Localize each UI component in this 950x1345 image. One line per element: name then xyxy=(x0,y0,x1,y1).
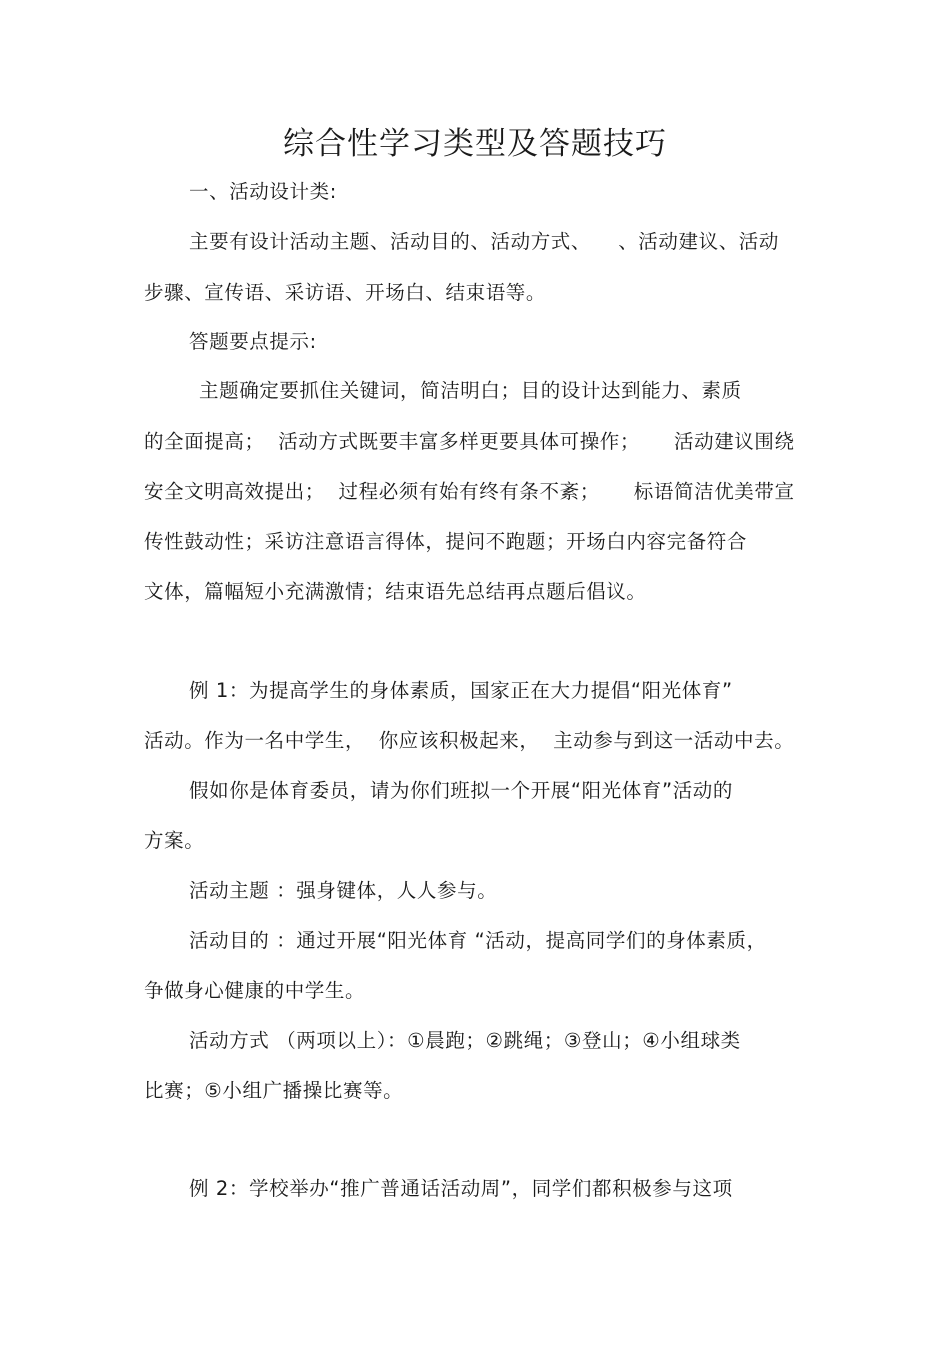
paragraph-line: 步骤、宣传语、采访语、开场白、结束语等。 xyxy=(144,281,547,304)
paragraph-line: 传性鼓动性；采访注意语言得体，提问不跑题；开场白内容完备符合 xyxy=(144,530,748,553)
example-line: 假如你是体育委员，请为你们班拟一个开展“阳光体育”活动的 xyxy=(189,779,734,802)
paragraph-line: 的全面提高； 活动方式既要丰富多样更要具体可操作； 活动建议围绕 xyxy=(144,430,795,453)
paragraph-line: 主题确定要抓住关键词，简洁明白；目的设计达到能力、素质 xyxy=(199,379,742,402)
paragraph-line: 安全文明高效提出； 过程必须有始有终有条不紊； 标语简洁优美带宣 xyxy=(144,480,795,503)
answer-line: 活动主题 ：强身键体，人人参与。 xyxy=(189,879,498,902)
answer-line: 活动目的 ：通过开展“阳光体育 “活动，提高同学们的身体素质， xyxy=(189,929,767,952)
answer-line: 争做身心健康的中学生。 xyxy=(144,979,366,1002)
example-line: 例 2：学校举办“推广普通话活动周”，同学们都积极参与这项 xyxy=(189,1177,733,1200)
subheading: 答题要点提示: xyxy=(189,330,317,353)
paragraph-line: 文体，篇幅短小充满激情；结束语先总结再点题后倡议。 xyxy=(144,580,647,603)
paragraph-line: 主要有设计活动主题、活动目的、活动方式、 、活动建议、活动 xyxy=(189,230,779,253)
answer-line: 比赛；⑤小组广播操比赛等。 xyxy=(144,1079,404,1102)
section-heading: 一、活动设计类: xyxy=(189,180,337,203)
document-title: 综合性学习类型及答题技巧 xyxy=(283,126,667,162)
example-line: 活动。作为一名中学生， 你应该积极起来， 主动参与到这一活动中去。 xyxy=(144,729,795,752)
example-line: 方案。 xyxy=(144,829,205,852)
example-line: 例 1：为提高学生的身体素质，国家正在大力提倡“阳光体育” xyxy=(189,679,733,702)
answer-line: 活动方式 （两项以上）：①晨跑；②跳绳；③登山；④小组球类 xyxy=(189,1029,741,1052)
